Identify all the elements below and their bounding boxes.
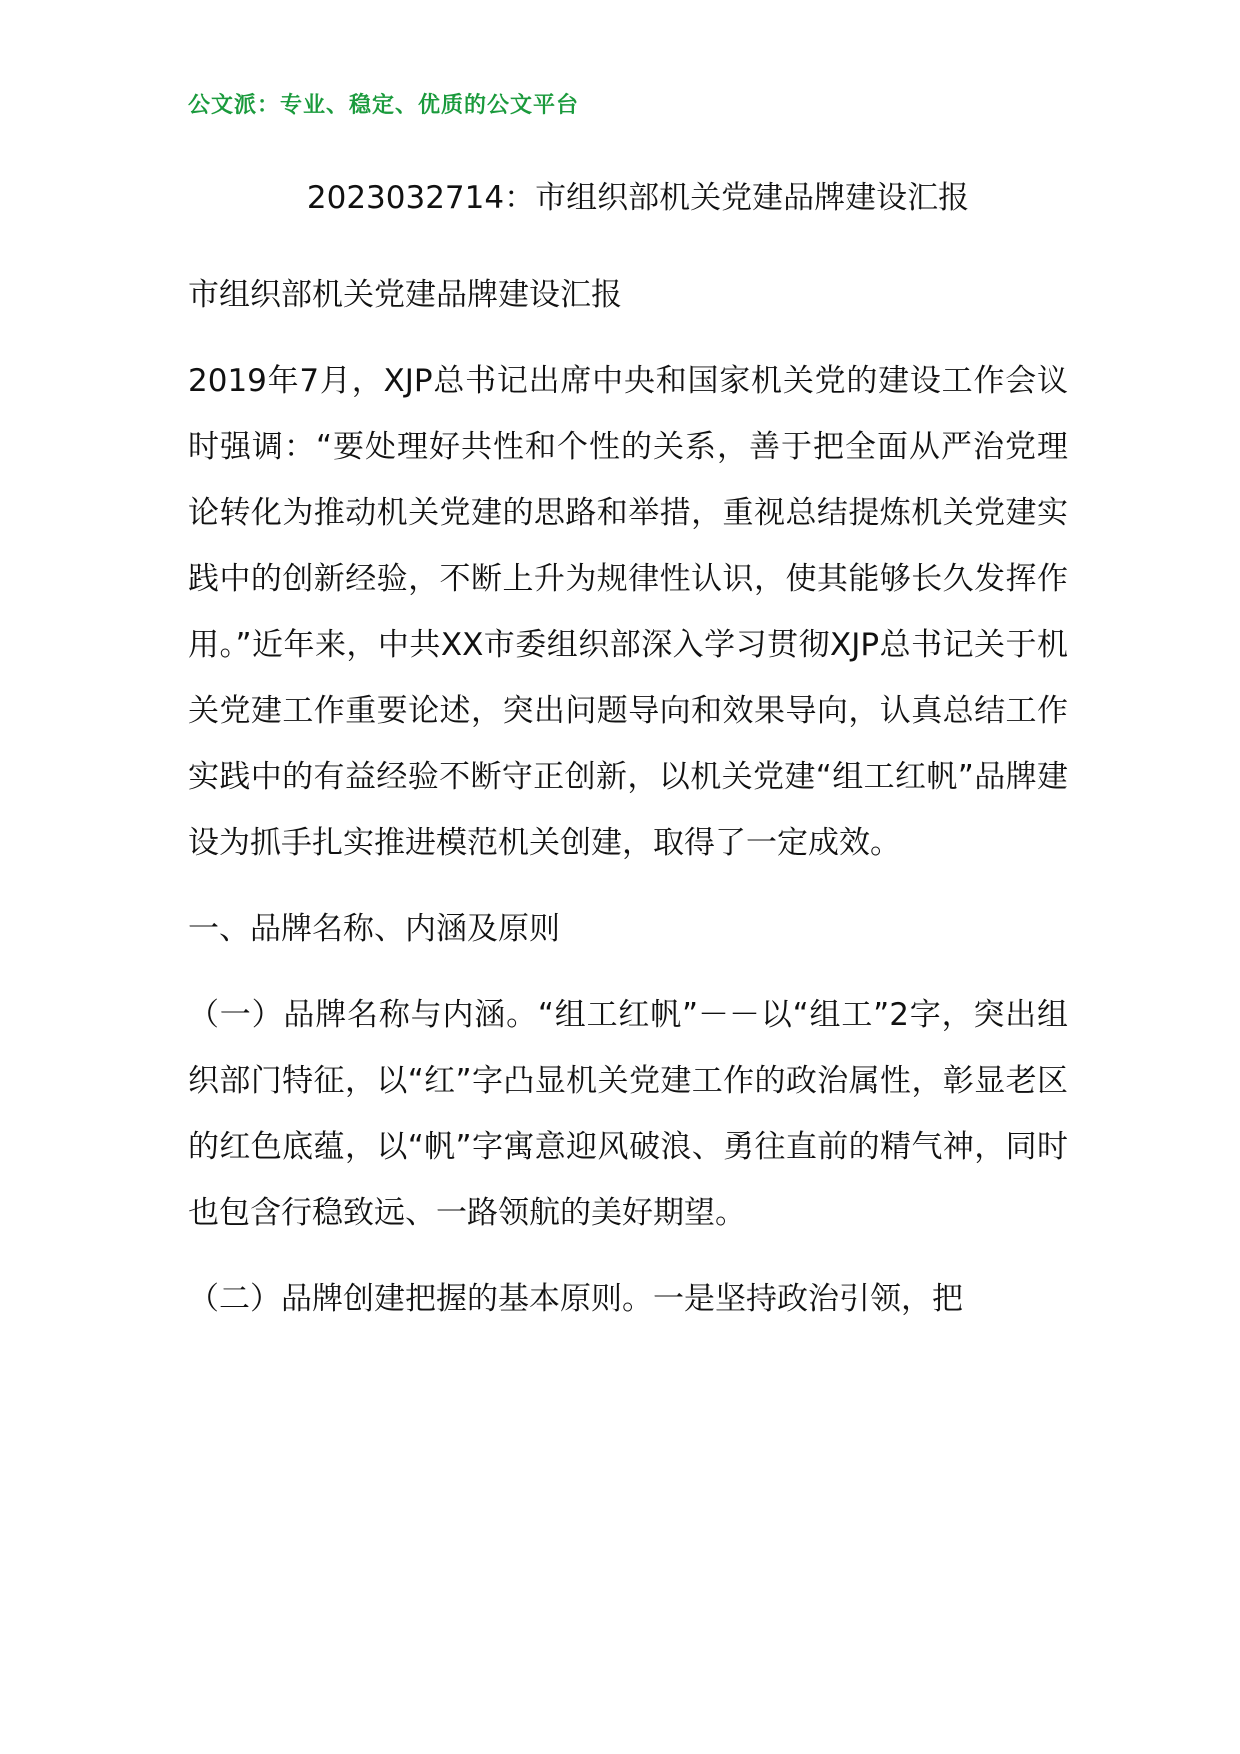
paragraph-subtitle: 市组织部机关党建品牌建设汇报 <box>188 277 622 313</box>
document-body <box>188 262 1068 1352</box>
brand-header: 公文派：专业、稳定、优质的公文平台 <box>188 93 580 118</box>
document-title: 2023032714：市组织部机关党建品牌建设汇报 <box>306 180 970 216</box>
paragraph-brand-meaning: （一）品牌名称与内涵。“组工红帆”－－以“组工”2字，突出组织部门特征，以“红”字凸显机关党建工作的政治属性，彰显老区的红色底蕴，以“帆”字寓意迎风破浪、勇往直前的精气神，同时也包含行稳致远、一路领航的美好期望。 <box>188 997 1068 1231</box>
paragraph-principles: （二）品牌创建把握的基本原则。一是坚持政治引领，把 <box>188 1281 963 1317</box>
section-heading-1: 一、品牌名称、内涵及原则 <box>188 911 560 947</box>
paragraph-intro: 2019年7月，XJP总书记出席中央和国家机关党的建设工作会议时强调：“要处理好共性和个性的关系，善于把全面从严治党理论转化为推动机关党建的思路和举措，重视总结提炼机关党建实践中的创新经验，不断上升为规律性认识，使其能够长久发挥作用。”近年来，中共XX市委组织部深入学习贯彻XJP总书记关于机关党建工作重要论述，突出问题导向和效果导向，认真总结工作实践中的有益经验不断守正创新，以机关党建“组工红帆”品牌建设为抓手扎实推进模范机关创建，取得了一定成效。 <box>188 363 1068 861</box>
